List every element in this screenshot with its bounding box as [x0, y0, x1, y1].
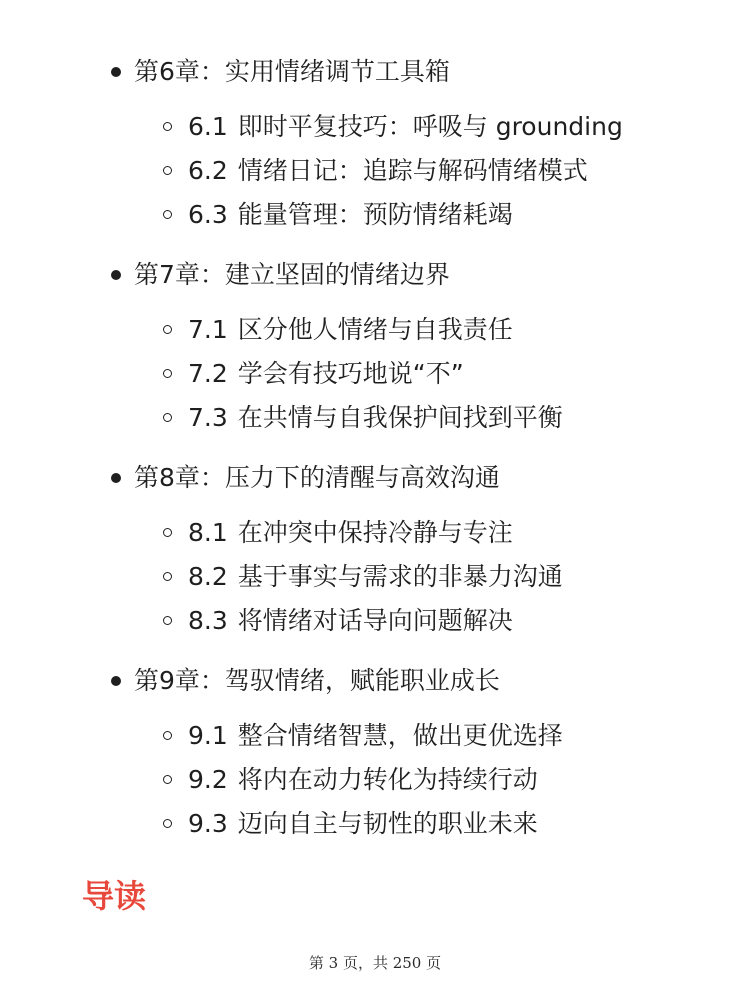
circle-bullet-icon [163, 122, 172, 131]
circle-bullet-icon [163, 616, 172, 625]
section-number: 7.3 [188, 403, 228, 432]
section-number: 9.3 [188, 809, 228, 838]
section-item [0, 193, 750, 237]
section-number: 6.3 [188, 200, 228, 229]
section-item [0, 802, 750, 846]
section-title: 在共情与自我保护间找到平衡 [237, 403, 563, 432]
circle-bullet-icon [163, 210, 172, 219]
section-item [0, 714, 750, 758]
section-list [0, 511, 750, 643]
section-number: 9.2 [188, 765, 228, 794]
section-title: 将情绪对话导向问题解决 [237, 606, 513, 635]
section-number: 6.1 [188, 112, 228, 141]
chapter-title: 第6章：实用情绪调节工具箱 [134, 57, 450, 86]
section-item [0, 149, 750, 193]
section-number: 7.1 [188, 315, 228, 344]
chapter-item [0, 253, 750, 297]
section-item [0, 352, 750, 396]
chapter-item [0, 659, 750, 703]
section-number: 9.1 [188, 721, 228, 750]
chapter-item [0, 50, 750, 94]
circle-bullet-icon [163, 369, 172, 378]
section-item [0, 396, 750, 440]
chapter-title: 第8章：压力下的清醒与高效沟通 [134, 463, 500, 492]
section-title: 在冲突中保持冷静与专注 [237, 518, 513, 547]
section-item [0, 308, 750, 352]
section-title: 学会有技巧地说“不” [237, 359, 464, 388]
circle-bullet-icon [163, 166, 172, 175]
section-number: 8.1 [188, 518, 228, 547]
section-heading: 导读 [82, 877, 147, 915]
section-number: 8.2 [188, 562, 228, 591]
circle-bullet-icon [163, 528, 172, 537]
circle-bullet-icon [163, 819, 172, 828]
section-title: 区分他人情绪与自我责任 [237, 315, 513, 344]
section-item [0, 555, 750, 599]
section-title: 将内在动力转化为持续行动 [237, 765, 538, 794]
chapter-title: 第9章：驾驭情绪，赋能职业成长 [134, 666, 500, 695]
chapter-item [0, 456, 750, 500]
circle-bullet-icon [163, 731, 172, 740]
section-item [0, 511, 750, 555]
section-title: 迈向自主与韧性的职业未来 [237, 809, 538, 838]
circle-bullet-icon [163, 325, 172, 334]
section-list [0, 714, 750, 846]
section-number: 7.2 [188, 359, 228, 388]
bullet-icon [111, 67, 121, 77]
circle-bullet-icon [163, 413, 172, 422]
section-title: 情绪日记：追踪与解码情绪模式 [237, 156, 588, 185]
bullet-icon [111, 676, 121, 686]
section-item [0, 599, 750, 643]
bullet-icon [111, 473, 121, 483]
section-title: 能量管理：预防情绪耗竭 [237, 200, 513, 229]
section-list [0, 105, 750, 237]
table-of-contents [0, 50, 750, 862]
chapter-title: 第7章：建立坚固的情绪边界 [134, 260, 450, 289]
section-list [0, 308, 750, 440]
circle-bullet-icon [163, 572, 172, 581]
section-item [0, 758, 750, 802]
section-title: 整合情绪智慧，做出更优选择 [237, 721, 563, 750]
section-number: 6.2 [188, 156, 228, 185]
section-item [0, 105, 750, 149]
section-title: 即时平复技巧：呼吸与 grounding [237, 112, 623, 141]
bullet-icon [111, 270, 121, 280]
page-footer: 第 3 页，共 250 页 [308, 954, 442, 972]
circle-bullet-icon [163, 775, 172, 784]
section-title: 基于事实与需求的非暴力沟通 [237, 562, 563, 591]
section-number: 8.3 [188, 606, 228, 635]
